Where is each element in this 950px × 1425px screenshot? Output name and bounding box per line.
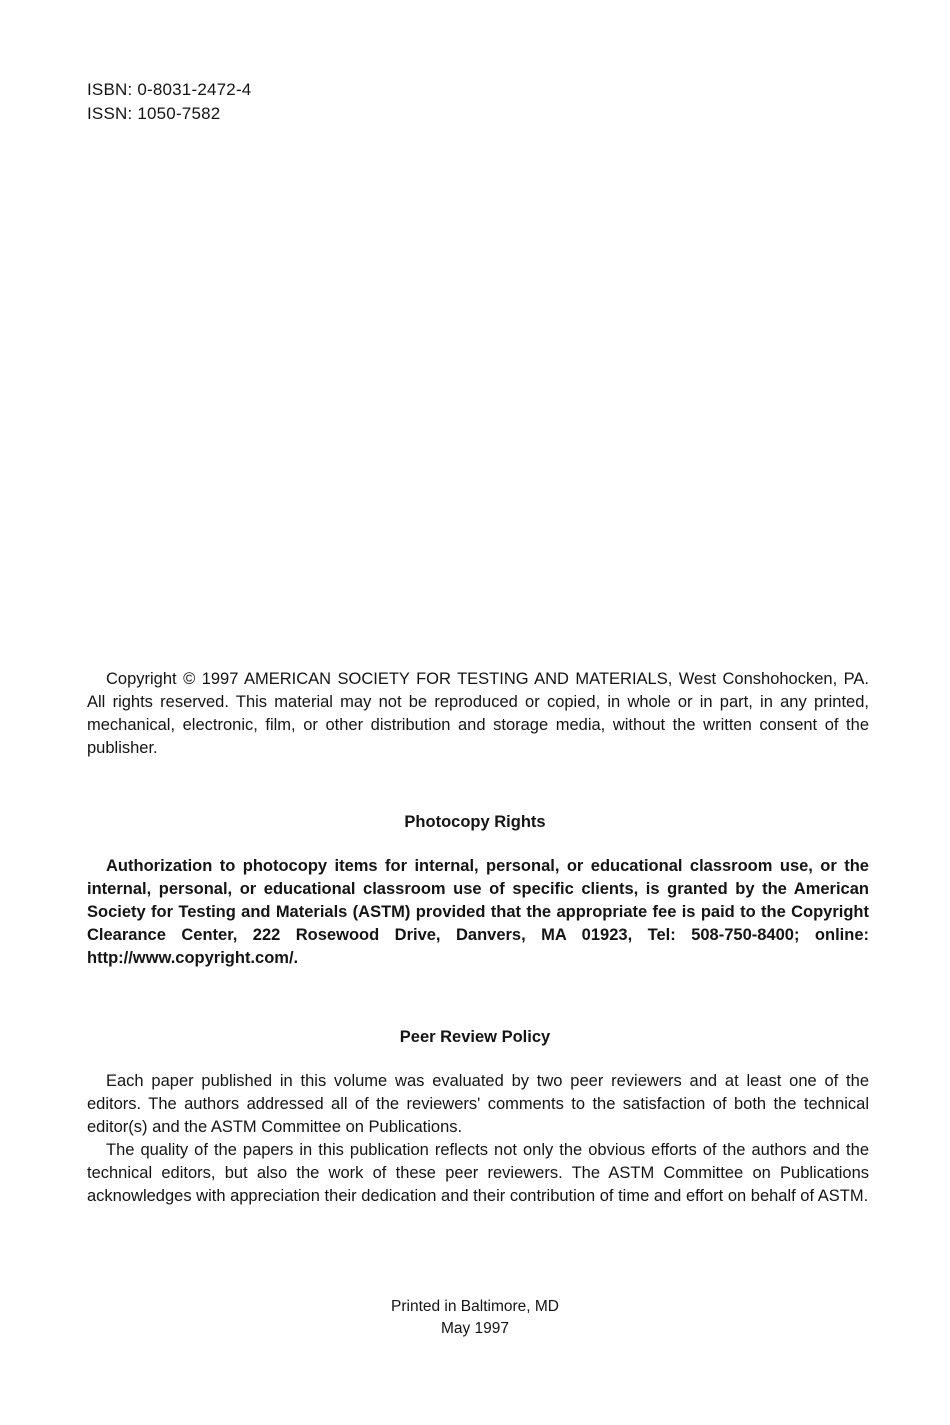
printed-location: Printed in Baltimore, MD <box>391 1298 559 1315</box>
printing-info <box>0 1296 950 1340</box>
isbn-text: ISBN: 0-8031-2472-4 <box>87 80 252 99</box>
peer-review-paragraph-2: The quality of the papers in this publication reflects not only the obvious efforts of the authors and the technical editors, but also the work of these peer reviewers. The ASTM Committee on Publications acknowledges with appreciation their dedication and their contribution of time and effort on behalf of ASTM. <box>87 1141 869 1205</box>
copyright-paragraph: Copyright © 1997 AMERICAN SOCIETY FOR TESTING AND MATERIALS, West Conshohocken, PA. All rights reserved. This material may not be reproduced or copied, in whole or in part, in any printed, mechanical, electronic, film, or other distribution and storage media, without the written consent of the publisher. <box>87 670 869 757</box>
photocopy-rights-paragraph: Authorization to photocopy items for internal, personal, or educational classroom use, or the internal, personal, or educational classroom use of specific clients, is granted by the American Society for Testing and Materials (ASTM) provided that the appropriate fee is paid to the Copyright Clearance Center, 222 Rosewood Drive, Danvers, MA 01923, Tel: 508-750-8400; online: http://www.copyright.com/. <box>87 857 869 967</box>
printed-date: May 1997 <box>440 1320 510 1337</box>
publication-identifiers <box>87 78 251 126</box>
peer-review-policy-heading: Peer Review Policy <box>399 1028 551 1046</box>
peer-review-policy-section <box>87 1070 869 1208</box>
issn-text: ISSN: 1050-7582 <box>87 104 221 123</box>
peer-review-paragraph-1: Each paper published in this volume was evaluated by two peer reviewers and at least one of the editors. The authors addressed all of the reviewers' comments to the satisfaction of both the technical editor(s) and the ASTM Committee on Publications. <box>87 1072 869 1136</box>
photocopy-rights-heading: Photocopy Rights <box>404 813 546 831</box>
